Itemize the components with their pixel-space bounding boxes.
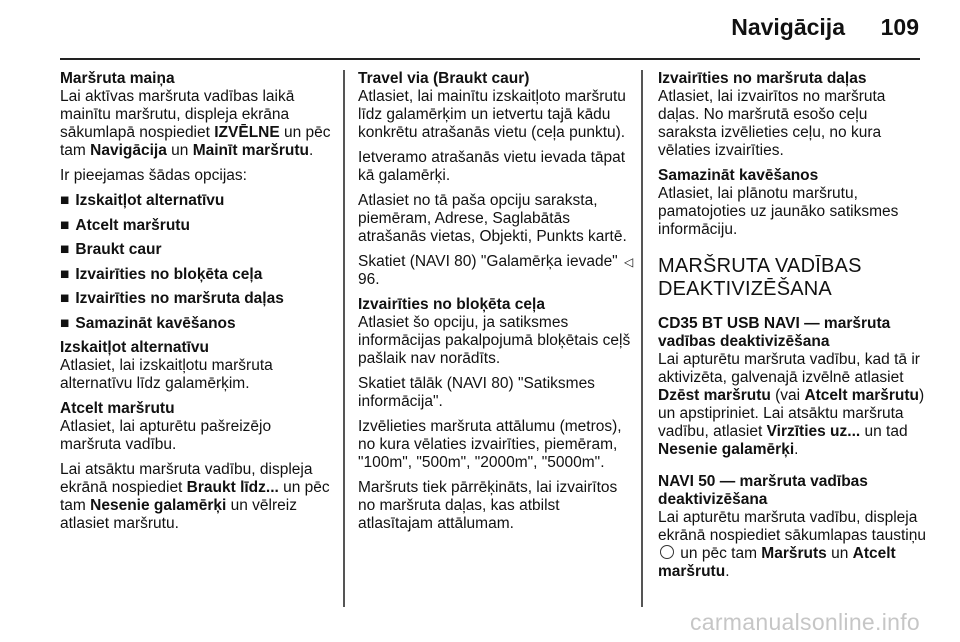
section-heading: Travel via (Braukt caur) xyxy=(358,70,530,87)
column-right xyxy=(658,70,928,588)
section-avoid-blocked: Izvairīties no bloķēta ceļa Atlasiet šo opciju, ja satiksmes informācijas pakalpojumā bloķētais ceļš pašlaik nav norādīts. xyxy=(358,296,638,368)
page-reference-icon: ◁ xyxy=(624,255,634,269)
section-travel-via: Travel via (Braukt caur) Atlasiet, lai mainītu izskaitļoto maršrutu līdz galamērķim un ietvertu tajā kādu konkrētu atrašanās vietu (ceļa punktu). xyxy=(358,70,638,142)
paragraph: Skatiet tālāk (NAVI 80) "Satiksmes informācija". xyxy=(358,375,595,410)
home-button-icon xyxy=(660,545,674,559)
list-item: ■ Izvairīties no maršruta daļas xyxy=(60,290,284,307)
section-avoid-part: Izvairīties no maršruta daļas Atlasiet, lai izvairītos no maršruta daļas. No maršrutā esošo ceļu saraksta izvēlieties ceļu, no kura vēlaties izvairīties. xyxy=(658,70,928,160)
list-item: ■ Izskaitļot alternatīvu xyxy=(60,192,225,209)
section-heading: NAVI 50 — maršruta vadības deaktivizēšana xyxy=(658,473,868,508)
bullet-square-icon: ■ xyxy=(60,290,70,307)
section-heading: Izvairīties no bloķēta ceļa xyxy=(358,296,545,313)
section-heading: Atcelt maršrutu xyxy=(60,400,175,417)
section-alternative: Izskaitļot alternatīvu Atlasiet, lai izskaitļotu maršruta alternatīvu līdz galamērķim. xyxy=(60,339,335,393)
section-route-change: Maršruta maiņa Lai aktīvas maršruta vadības laikā mainītu maršrutu, displeja ekrāna sākumlapā nospiediet IZVĒLNE un pēc tam Navigācija un Mainīt maršrutu. xyxy=(60,70,335,160)
section-navi50: NAVI 50 — maršruta vadības deaktivizēšana Lai apturētu maršruta vadību, displeja ekrānā nospiediet sākumlapas taustiņu un pēc tam Maršruts un Atcelt maršrutu. xyxy=(658,473,928,581)
list-item: ■ Izvairīties no bloķēta ceļa xyxy=(60,265,263,283)
bullet-square-icon: ■ xyxy=(60,192,70,209)
options-intro: Ir pieejamas šādas opcijas: xyxy=(60,167,247,184)
bullet-square-icon: ■ xyxy=(60,241,70,258)
section-reduce-delays: Samazināt kavēšanos Atlasiet, lai plānotu maršrutu, pamatojoties uz jaunāko satiksmes informāciju. xyxy=(658,167,928,239)
paragraph: Lai atsāktu maršruta vadību, displeja ekrānā nospiediet Braukt līdz... un pēc tam Nesenie galamērķi un vēlreiz atlasiet maršrutu. xyxy=(60,461,330,532)
list-item: ■ Braukt caur xyxy=(60,241,162,258)
watermark: carmanualsonline.info xyxy=(689,609,920,635)
column-divider xyxy=(641,70,643,607)
section-heading: Izvairīties no maršruta daļas xyxy=(658,70,867,87)
bullet-square-icon: ■ xyxy=(60,265,70,283)
page-header xyxy=(0,0,960,62)
page-title: Navigācija xyxy=(731,14,845,40)
column-middle xyxy=(358,70,638,540)
column-divider xyxy=(343,70,345,607)
page-number: 109 xyxy=(880,14,919,40)
list-item: ■ Samazināt kavēšanos xyxy=(60,314,236,332)
column-left xyxy=(60,70,335,540)
paragraph: Atlasiet no tā paša opciju saraksta, piemēram, Adrese, Saglabātās atrašanās vietas, Objekti, Punkts kartē. xyxy=(358,192,627,245)
paragraph: Izvēlieties maršruta attālumu (metros), no kura vēlaties izvairīties, piemēram, "100m", "500m", "2000m", "5000m". xyxy=(358,418,622,471)
paragraph: Ietveramo atrašanās vietu ievada tāpat kā galamērķi. xyxy=(358,149,626,184)
list-item: ■ Atcelt maršrutu xyxy=(60,216,190,234)
header-divider xyxy=(60,58,920,60)
section-heading: CD35 BT USB NAVI — maršruta vadības deaktivizēšana xyxy=(658,315,891,350)
paragraph: Maršruts tiek pārrēķināts, lai izvairītos no maršruta daļas, kas atbilst atlasītajam attālumam. xyxy=(358,479,618,532)
bullet-square-icon: ■ xyxy=(60,216,70,234)
section-cd35: CD35 BT USB NAVI — maršruta vadības deaktivizēšana Lai apturētu maršruta vadību, kad tā ir aktivizēta, galvenajā izvēlnē atlasiet Dzēst maršrutu (vai Atcelt maršrutu) un apstipriniet. Lai atsāktu maršruta vadību, atlasiet Virzīties uz... un tad Nesenie galamērķi. xyxy=(658,315,928,459)
paragraph: Skatiet (NAVI 80) "Galamērķa ievade" ◁ 96. xyxy=(358,253,634,288)
options-list xyxy=(60,192,335,333)
section-heading: Samazināt kavēšanos xyxy=(658,167,819,184)
section-heading: Maršruta maiņa xyxy=(60,70,175,87)
section-heading: Izskaitļot alternatīvu xyxy=(60,339,210,356)
chapter-heading: MARŠRUTA VADĪBAS DEAKTIVIZĒŠANA xyxy=(658,255,862,300)
bullet-square-icon: ■ xyxy=(60,314,70,332)
section-cancel-route: Atcelt maršrutu Atlasiet, lai apturētu pašreizējo maršruta vadību. xyxy=(60,400,335,454)
